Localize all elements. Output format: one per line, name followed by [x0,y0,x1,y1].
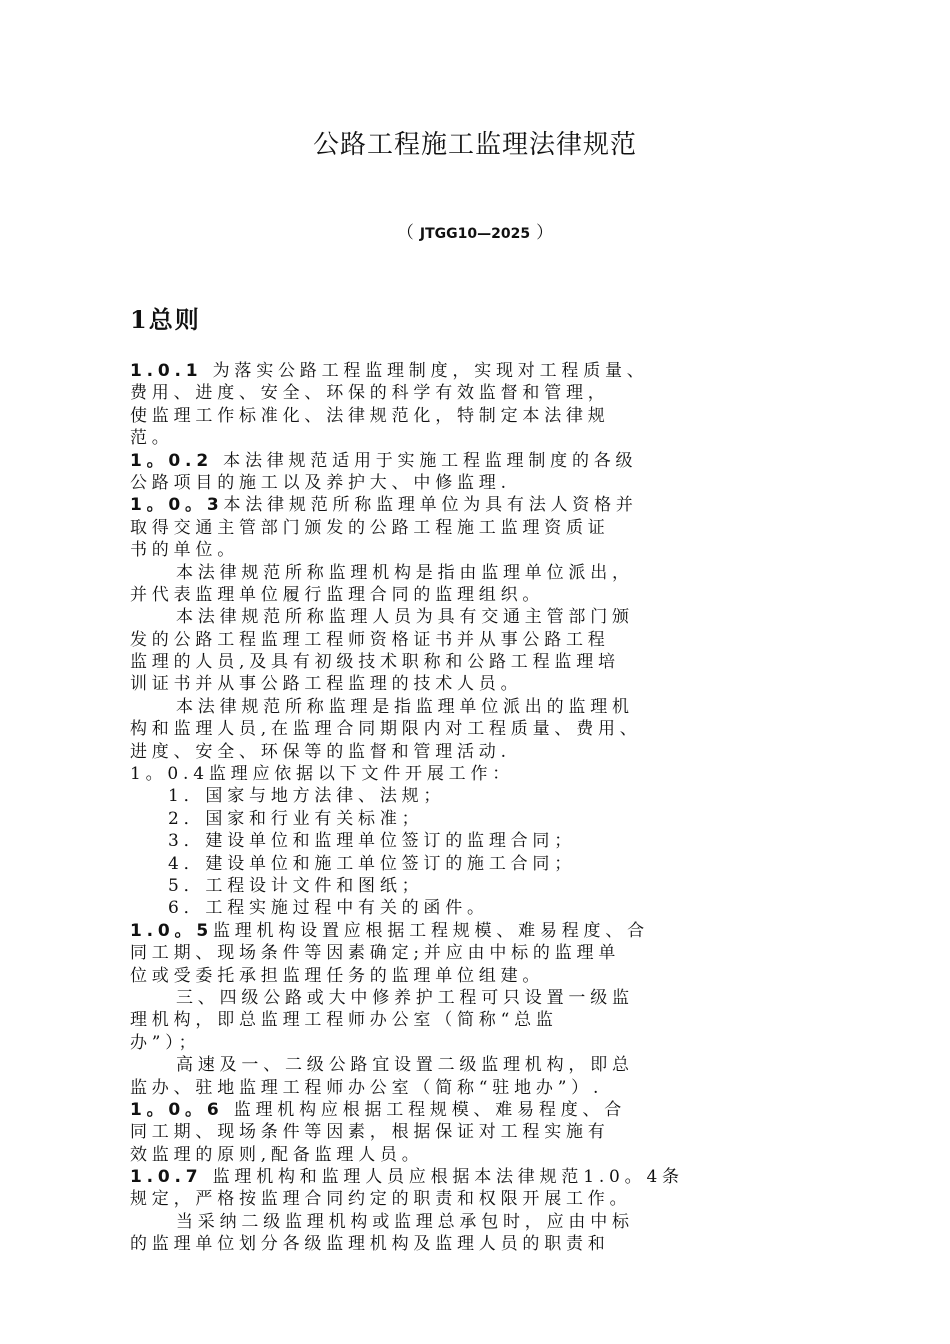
line-text: 的监理单位划分各级监理机构及监理人员的职责和 [130,1234,610,1255]
line-text: 本法律规范所称监理单位为具有法人资格并 [223,495,638,516]
text-line [130,1009,850,1031]
text-line [130,1099,850,1121]
text-line [130,1233,850,1255]
line-text: 本法律规范适用于实施工程监理制度的各级 [212,450,638,471]
line-text: 并代表监理单位履行监理合同的监理组织。 [130,584,545,605]
line-text: 三、四级公路或大中修养护工程可只设置一级监 [176,987,634,1008]
line-text: 5．工程设计文件和图纸； [168,875,424,896]
text-line [130,763,850,785]
line-text: 1．国家与地方法律、法规； [168,786,446,807]
text-line [130,696,850,718]
line-text: 规定，严格按监理合同约定的职责和权限开展工作。 [130,1189,632,1210]
line-text: 位或受委托承担监理任务的监理单位组建。 [130,965,545,986]
text-line [130,1166,850,1188]
list-item [130,830,850,852]
line-text: 效监理的原则,配备监理人员。 [130,1144,424,1165]
text-line [130,1121,850,1143]
text-line [130,1054,850,1076]
line-text: 1。0.4监理应依据以下文件开展工作： [130,764,515,785]
line-text: 高速及一、二级公路宜设置二级监理机构，即总 [176,1055,634,1076]
text-line [130,942,850,964]
text-line [130,1188,850,1210]
text-line [130,539,850,561]
list-item [130,808,850,830]
line-text: 使监理工作标准化、法律规范化，特制定本法律规 [130,405,610,426]
line-text: 同工期、现场条件等因素确定;并应由中标的监理单 [130,943,621,964]
clause-number: 1。0.2 [130,450,213,471]
text-line [130,651,850,673]
line-text: 本法律规范所称监理人员为具有交通主管部门颁 [176,607,634,628]
text-line [130,450,850,472]
code-open-paren: （ [396,223,414,243]
line-text: 监理机构应根据工程规模、难易程度、合 [223,1099,627,1120]
text-line [130,562,850,584]
chapter-heading: 1总则 [130,305,201,334]
clause-number: 1。0。6 [130,1099,224,1120]
standard-code-value: JTGG10—2025 [419,226,531,242]
line-text: 构和监理人员,在监理合同期限内对工程质量、费用、 [130,719,642,740]
list-item [130,785,850,807]
standard-code [0,218,950,243]
clause-number: 1。0。3 [130,495,224,516]
text-line [130,517,850,539]
line-text: 6．工程实施过程中有关的函件。 [168,898,489,919]
line-text: 3．建设单位和监理单位签订的监理合同； [168,831,577,852]
line-text: 书的单位。 [130,540,239,561]
text-line [130,1144,850,1166]
text-line [130,584,850,606]
line-text: 2．国家和行业有关标准； [168,808,424,829]
text-line [130,405,850,427]
document-body [130,360,850,1256]
code-close-paren: ） [536,223,554,243]
line-text: 监理的人员,及具有初级技术职称和公路工程监理培 [130,652,620,673]
line-text: 监理机构设置应根据工程规模、难易程度、合 [212,920,649,941]
text-line [130,920,850,942]
line-text: 公路项目的施工以及养护大、中修监理. [130,472,511,493]
text-line [130,629,850,651]
text-line [130,1077,850,1099]
line-text: 范。 [130,428,174,449]
text-line [130,741,850,763]
line-text: 本法律规范所称监理是指监理单位派出的监理机 [176,696,634,717]
line-text: 办”）； [130,1032,201,1053]
clause-number: 1.0.1 [130,361,203,381]
text-line [130,382,850,404]
line-text: 进度、安全、环保等的监督和管理活动. [130,741,511,762]
line-text: 当采纳二级监理机构或监理总承包时，应由中标 [176,1211,634,1232]
text-line [130,1211,850,1233]
line-text: 监理机构和监理人员应根据本法律规范1.0。4条 [202,1167,684,1188]
line-text: 4．建设单位和施工单位签订的施工合同； [168,853,577,874]
line-text: 为落实公路工程监理制度，实现对工程质量、 [202,361,649,381]
text-line [130,472,850,494]
line-text: 费用、进度、安全、环保的科学有效监督和管理， [130,383,610,404]
text-line [130,606,850,628]
line-text: 同工期、现场条件等因素，根据保证对工程实施有 [130,1122,610,1143]
text-line [130,1032,850,1054]
text-line [130,987,850,1009]
clause-number: 1.0。5 [130,920,213,941]
text-line [130,427,850,449]
list-item [130,875,850,897]
line-text: 训证书并从事公路工程监理的技术人员。 [130,674,523,695]
list-item [130,853,850,875]
line-text: 取得交通主管部门颁发的公路工程施工监理资质证 [130,517,610,538]
text-line [130,965,850,987]
line-text: 本法律规范所称监理机构是指由监理单位派出， [176,562,634,583]
line-text: 理机构，即总监理工程师办公室（简称“总监 [130,1010,558,1031]
text-line [130,718,850,740]
text-line [130,360,850,382]
document-title: 公路工程施工监理法律规范 [312,130,637,160]
list-item [130,897,850,919]
line-text: 发的公路工程监理工程师资格证书并从事公路工程 [130,629,610,650]
clause-number: 1.0.7 [130,1167,203,1188]
line-text: 监办、驻地监理工程师办公室（简称“驻地办”）. [130,1077,604,1098]
text-line [130,673,850,695]
text-line [130,494,850,516]
